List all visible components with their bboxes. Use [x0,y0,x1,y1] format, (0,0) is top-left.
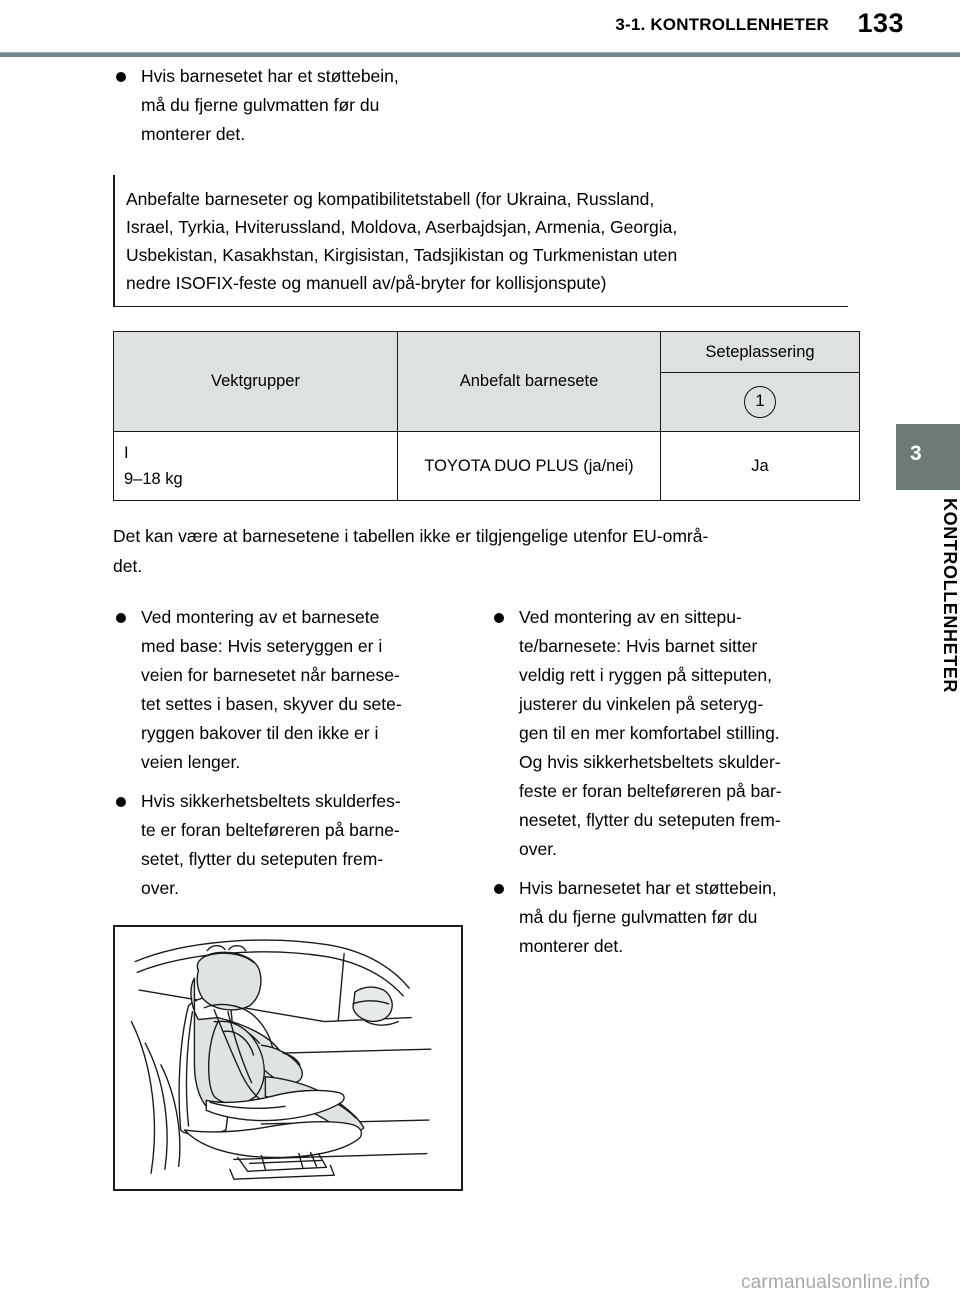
left-bullet-list [113,603,491,903]
chapter-tab [896,424,960,490]
bullet-dot-icon [494,613,504,623]
column-header-seat-position-marker [661,373,860,432]
callout-line: Israel, Tyrkia, Hviterussland, Moldova, Aserbajdsjan, Armenia, Georgia, [126,217,678,237]
text-line: Ved montering av et barnesete [141,607,380,627]
text-line: Ved montering av en sittepu- [519,607,742,627]
cell-weight-group [114,432,398,501]
list-item [113,62,493,149]
text-line: nesetet, flytter du seteputen frem- [519,810,781,830]
text-line: må du fjerne gulvmatten før du [519,907,758,927]
text-line: tet settes i basen, skyver du sete- [141,694,402,714]
chapter-tab-number: 3 [910,442,922,465]
text-line: ryggen bakover til den ikke er i [141,723,379,743]
availability-note-paragraph [113,521,858,581]
list-item [113,787,491,903]
text-line: med base: Hvis seteryggen er i [141,636,383,656]
child-seat-illustration [113,925,463,1191]
list-item [113,603,491,777]
text-line: feste er foran belteføreren på bar- [519,781,782,801]
text-line: veien for barnesetet når barnese- [141,665,400,685]
callout-line: nedre ISOFIX-feste og manuell av/på-bryter for kollisjonspute) [126,273,607,293]
table-header-row [114,332,860,373]
text-line: det. [113,556,143,576]
bullet-dot-icon [116,72,126,82]
bullet-dot-icon [494,884,504,894]
right-column [491,603,861,1191]
header-divider-rule [0,52,960,57]
footer-watermark: carmanualsonline.info [740,1272,930,1293]
text-line: over. [519,839,557,859]
text-line: Og hvis sikkerhetsbeltets skulder- [519,752,781,772]
list-item-text [141,603,491,777]
text-line: Det kan være at barnesetene i tabellen ikke er tilgjengelige utenfor EU-områ- [113,526,709,546]
column-header-weight-groups: Vektgrupper [114,332,398,432]
intro-bullet-list [113,62,493,149]
list-item [491,603,861,864]
callout-line: Anbefalte barneseter og kompatibilitetstabell (for Ukraina, Russland, [126,189,655,209]
text-line: gen til en mer komfortabel stilling. [519,723,780,743]
table-body [114,432,860,501]
text-line: te/barnesete: Hvis barnet sitter [519,636,758,656]
list-item-text [141,787,491,903]
page-header [0,0,960,56]
circled-number-icon: 1 [744,386,776,418]
text-line: Hvis barnesetet har et støttebein, [141,66,399,86]
weight-group-range: 9–18 kg [124,470,183,488]
compatibility-callout-heading [113,175,848,307]
two-column-layout [113,603,861,1191]
weight-group-class: I [124,444,129,462]
bullet-dot-icon [116,797,126,807]
text-line: justerer du vinkelen på seteryg- [519,694,764,714]
text-line: må du fjerne gulvmatten før du [141,95,380,115]
page-content [113,62,861,1191]
compatibility-table [113,331,860,501]
right-bullet-list [491,603,861,961]
column-header-recommended-seat: Anbefalt barnesete [398,332,661,432]
callout-line: Usbekistan, Kasakhstan, Kirgisistan, Tadsjikistan og Turkmenistan uten [126,245,678,265]
text-line: Hvis barnesetet har et støttebein, [519,878,777,898]
list-item-text [519,874,861,961]
child-seat-illustration-svg [115,927,461,1189]
table-row [114,432,860,501]
list-item-text [141,62,493,149]
page-section-title: 3-1. KONTROLLENHETER [615,15,829,34]
text-line: te er foran belteføreren på barne- [141,820,400,840]
text-line: veldig rett i ryggen på sitteputen, [519,665,772,685]
list-item [491,874,861,961]
text-line: Hvis sikkerhetsbeltets skulderfes- [141,791,401,811]
table-header [114,332,860,432]
text-line: monterer det. [141,124,246,144]
list-item-text [519,603,861,864]
text-line: monterer det. [519,936,624,956]
column-header-seat-position: Seteplassering [661,332,860,373]
cell-recommended-seat: TOYOTA DUO PLUS (ja/nei) [398,432,661,501]
cell-seat-position: Ja [661,432,860,501]
bullet-dot-icon [116,613,126,623]
page-number: 133 [857,8,904,38]
text-line: setet, flytter du seteputen frem- [141,849,384,869]
chapter-tab-label: KONTROLLENHETER [940,498,960,693]
text-line: over. [141,878,179,898]
left-column [113,603,491,1191]
text-line: veien lenger. [141,752,241,772]
